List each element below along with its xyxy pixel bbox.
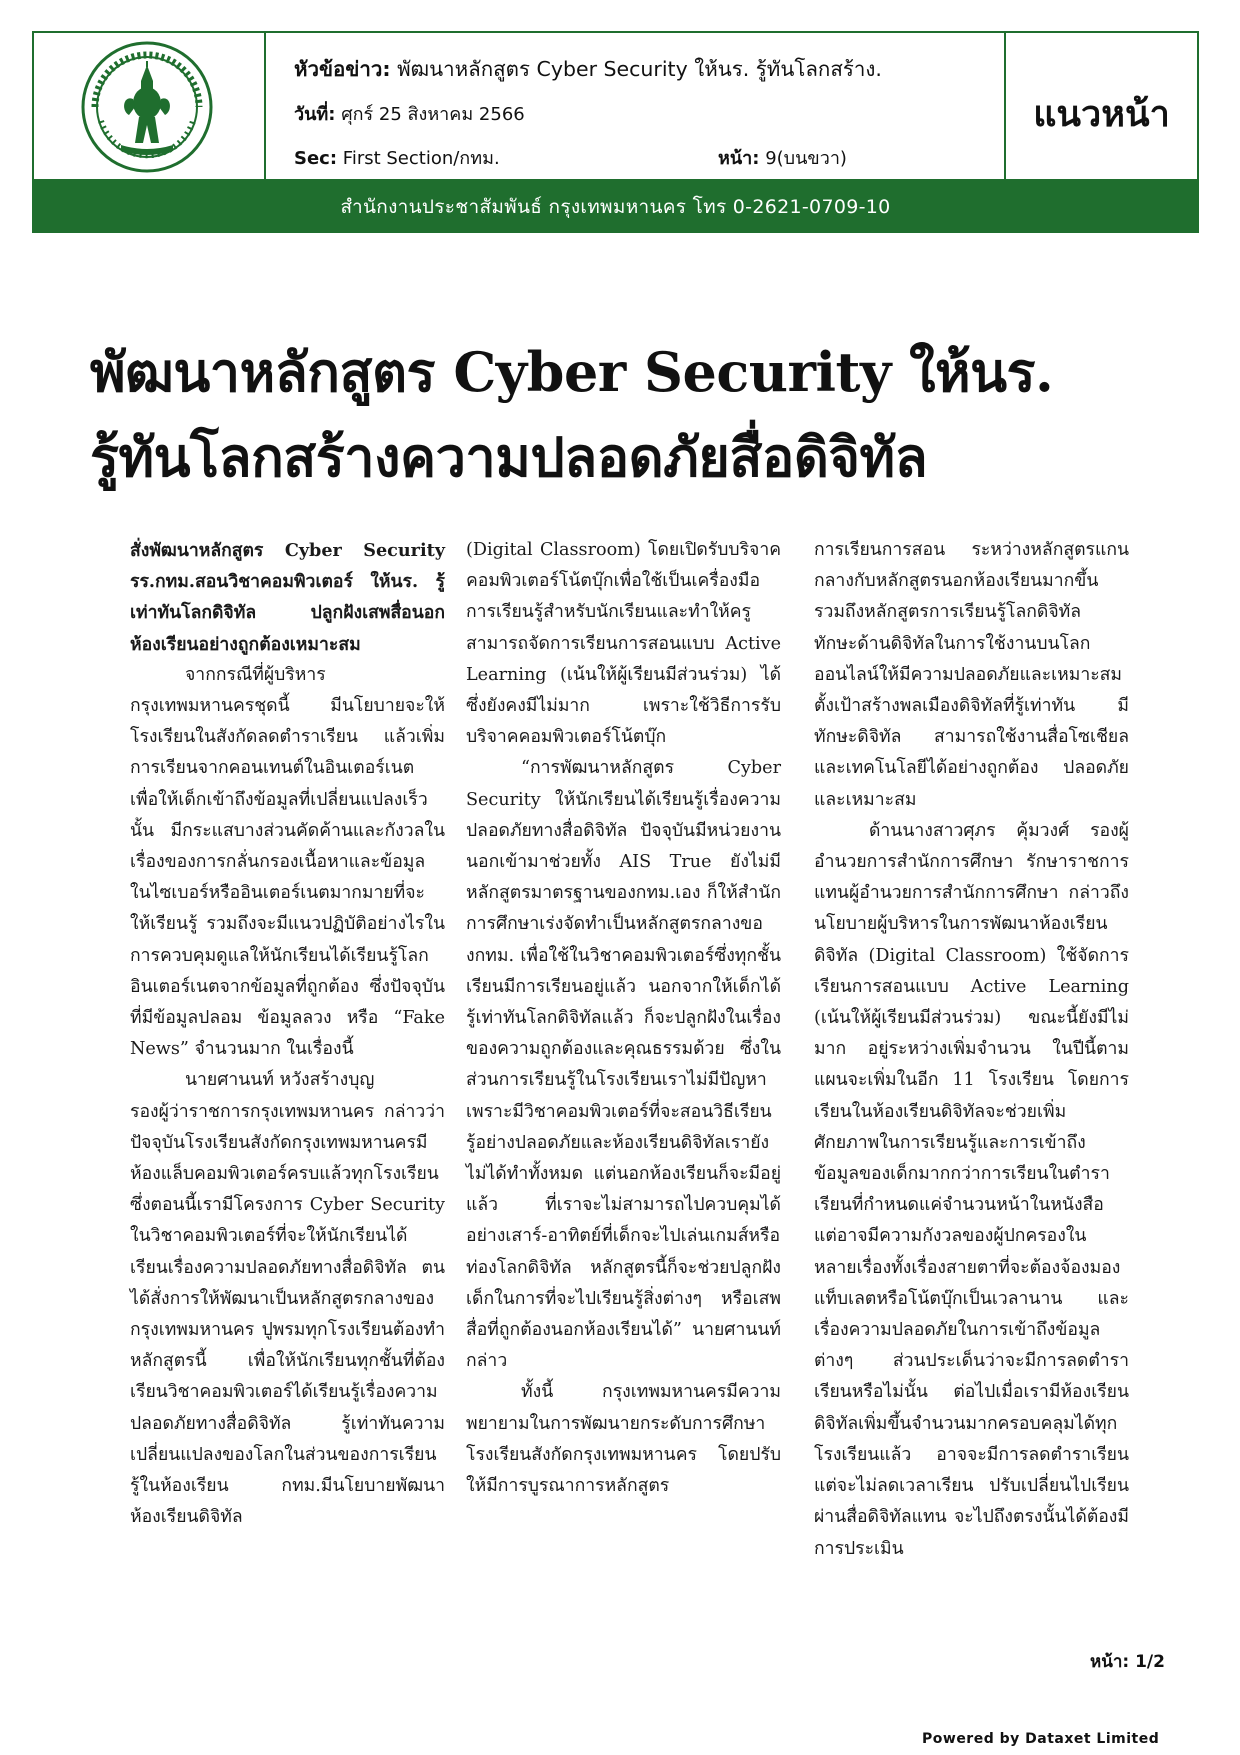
headline-field bbox=[294, 53, 882, 86]
sec-value: First Section/กทม. bbox=[337, 148, 500, 169]
date-field bbox=[294, 99, 525, 128]
title-label: หัวข้อข่าว: bbox=[294, 57, 391, 81]
publication-name: แนวหน้า bbox=[1033, 94, 1170, 135]
page-field bbox=[718, 143, 847, 172]
article-column-1 bbox=[130, 535, 445, 1534]
article-column-2 bbox=[466, 535, 781, 1502]
powered-by: Powered by Dataxet Limited bbox=[922, 1731, 1160, 1747]
paragraph: การเรียนการสอน ระหว่างหลักสูตรแกนกลางกับหลักสูตรนอกห้องเรียนมากขึ้น รวมถึงหลักสูตรการเรียนรู้โลกดิจิทัล ทักษะด้านดิจิทัลในการใช้งานบนโลกออนไลน์ให้มีความปลอดภัยและเหมาะสม ตั้งเป้าสร้างพลเมืองดิจิทัลที่รู้เท่าทัน มีทักษะดิจิทัล สามารถใช้งานสื่อโซเชียลและเทคโนโลยีได้อย่างถูกต้อง ปลอดภัย และเหมาะสม bbox=[814, 540, 1129, 810]
page-label: หน้า: bbox=[718, 148, 760, 169]
date-value: ศุกร์ 25 สิงหาคม 2566 bbox=[335, 104, 525, 125]
paragraph: ด้านนางสาวศุภร คุ้มวงศ์ รองผู้อำนวยการสำนักการศึกษา รักษาราชการแทนผู้อำนวยการสำนักการศึกษา กล่าวถึงนโยบายผู้บริหารในการพัฒนาห้องเรียนดิจิทัล (Digital Classroom) ใช้จัดการเรียนการสอนแบบ Active Learning (เน้นให้ผู้เรียนมีส่วนร่วม) ขณะนี้ยังมีไม่มาก อยู่ระหว่างเพิ่มจำนวน ในปีนี้ตามแผนจะเพิ่มในอีก 11 โรงเรียน โดยการเรียนในห้องเรียนดิจิทัลจะช่วยเพิ่มศักยภาพในการเรียนรู้และการเข้าถึงข้อมูลของเด็กมากกว่าการเรียนในตำราเรียนที่กำหนดแค่จำนวนหน้าในหนังสือ แต่อาจมีความกังวลของผู้ปกครองในหลายเรื่องทั้งเรื่องสายตาที่จะต้องจ้องมองแท็บเลตหรือโน้ตบุ๊กเป็นเวลานาน และเรื่องความปลอดภัยในการเข้าถึงข้อมูลต่างๆ ส่วนประเด็นว่าจะมีการลดตำราเรียนหรือไม่นั้น ต่อไปเมื่อเรามีห้องเรียนดิจิทัลเพิ่มขึ้นจำนวนมากครอบคลุมได้ทุกโรงเรียนแล้ว อาจจะมีการลดตำราเรียน แต่จะไม่ลดเวลาเรียน ปรับเปลี่ยนไปเรียนผ่านสื่อดิจิทัลแทน จะไปถึงตรงนั้นได้ต้องมีการประเมิน bbox=[814, 820, 1129, 1559]
article-lead: สั่งพัฒนาหลักสูตร Cyber Security รร.กทม.สอนวิชาคอมพิวเตอร์ ให้นร. รู้เท่าทันโลกดิจิทัล ปลูกฝังเสพสื่อนอกห้องเรียนอย่างถูกต้องเหมาะสม bbox=[130, 540, 445, 655]
page-indicator: หน้า: 1/2 bbox=[1090, 1652, 1165, 1672]
paragraph: “การพัฒนาหลักสูตร Cyber Security ให้นักเรียนได้เรียนรู้เรื่องความปลอดภัยทางสื่อดิจิทัล ปัจจุบันมีหน่วยงานนอกเข้ามาช่วยทั้ง AIS True ยังไม่มีหลักสูตรมาตรฐานของกทม.เอง ก็ให้สำนักการศึกษาเร่งจัดทำเป็นหลักสูตรกลางของกทม. เพื่อใช้ในวิชาคอมพิวเตอร์ซึ่งทุกชั้นเรียนมีการเรียนอยู่แล้ว นอกจากให้เด็กได้รู้เท่าทันโลกดิจิทัลแล้ว ก็จะปลูกฝังในเรื่องของความถูกต้องและคุณธรรมด้วย ซึ่งในส่วนการเรียนรู้ในโรงเรียนเราไม่มีปัญหา เพราะมีวิชาคอมพิวเตอร์ที่จะสอนวิธีเรียนรู้อย่างปลอดภัยและห้องเรียนดิจิทัลเรายังไม่ได้ทำทั้งหมด แต่นอกห้องเรียนก็จะมีอยู่แล้ว ที่เราจะไม่สามารถไปควบคุมได้ อย่างเสาร์-อาทิตย์ที่เด็กจะไปเล่นเกมส์หรือท่องโลกดิจิทัล หลักสูตรนี้ก็จะช่วยปลูกฝังเด็กในการที่จะไปเรียนรู้สิ่งต่างๆ หรือเสพสื่อที่ถูกต้องนอกห้องเรียนได้” นายศานนท์กล่าว bbox=[466, 758, 781, 1372]
article-headline bbox=[90, 330, 1170, 500]
paragraph: (Digital Classroom) โดยเปิดรับบริจาคคอมพิวเตอร์โน้ตบุ๊กเพื่อใช้เป็นเครื่องมือการเรียนรู้สำหรับนักเรียนและทำให้ครูสามารถจัดการเรียนการสอนแบบ Active Learning (เน้นให้ผู้เรียนมีส่วนร่วม) ได้ ซึ่งยังคงมีไม่มาก เพราะใช้วิธีการรับบริจาคคอมพิวเตอร์โน้ตบุ๊ก bbox=[466, 540, 781, 748]
logo-cell bbox=[34, 33, 266, 179]
contact-bar: สำนักงานประชาสัมพันธ์ กรุงเทพมหานคร โทร 0-2621-0709-10 bbox=[32, 181, 1199, 233]
page-value: 9(บนขวา) bbox=[759, 148, 847, 169]
paragraph: รองผู้ว่าราชการกรุงเทพมหานคร กล่าวว่า ปัจจุบันโรงเรียนสังกัดกรุงเทพมหานครมีห้องแล็บคอมพิวเตอร์ครบแล้วทุกโรงเรียน ซึ่งตอนนี้เรามีโครงการ Cyber Security ในวิชาคอมพิวเตอร์ที่จะให้นักเรียนได้เรียนเรื่องความปลอดภัยทางสื่อดิจิทัล ตนได้สั่งการให้พัฒนาเป็นหลักสูตรกลางของกรุงเทพมหานคร ปูพรมทุกโรงเรียนต้องทำหลักสูตรนี้ เพื่อให้นักเรียนทุกชั้นที่ต้องเรียนวิชาคอมพิวเตอร์ได้เรียนรู้เรื่องความปลอดภัยทางสื่อดิจิทัล รู้เท่าทันความเปลี่ยนแปลงของโลกในส่วนของการเรียนรู้ในห้องเรียน กทม.มีนโยบายพัฒนาห้องเรียนดิจิทัล bbox=[130, 1101, 445, 1528]
article-column-3 bbox=[814, 535, 1129, 1565]
paragraph: ทั้งนี้ กรุงเทพมหานครมีความพยายามในการพัฒนายกระดับการศึกษาโรงเรียนสังกัดกรุงเทพมหานคร โดยปรับให้มีการบูรณาการหลักสูตร bbox=[466, 1382, 781, 1497]
sec-label: Sec: bbox=[294, 148, 338, 169]
date-label: วันที่: bbox=[294, 104, 336, 125]
clipping-header bbox=[32, 31, 1199, 181]
bangkok-seal-icon bbox=[81, 41, 213, 173]
clipping-info bbox=[266, 33, 1006, 179]
paragraph: นายศานนท์ หวังสร้างบุญ bbox=[185, 1070, 375, 1091]
headline-line-2: รู้ทันโลกสร้างความปลอดภัยสื่อดิจิทัล bbox=[90, 425, 928, 489]
publication-cell bbox=[1006, 33, 1197, 179]
section-field bbox=[294, 143, 500, 172]
title-value: พัฒนาหลักสูตร Cyber Security ให้นร. รู้ทันโลกสร้าง. bbox=[390, 57, 882, 81]
paragraph: จากกรณีที่ผู้บริหารกรุงเทพมหานครชุดนี้ มีนโยบายจะให้โรงเรียนในสังกัดลดตำราเรียน แล้วเพิ่มการเรียนจากคอนเทนต์ในอินเตอร์เนต เพื่อให้เด็กเข้าถึงข้อมูลที่เปลี่ยนแปลงเร็วนั้น มีกระแสบางส่วนคัดค้านและกังวลในเรื่องของการกลั่นกรองเนื้อหาและข้อมูลในไซเบอร์หรืออินเตอร์เนตมากมายที่จะให้เรียนรู้ รวมถึงจะมีแนวปฏิบัติอย่างไรในการควบคุมดูแลให้นักเรียนได้เรียนรู้โลกอินเตอร์เนตจากข้อมูลที่ถูกต้อง ซึ่งปัจจุบันที่มีข้อมูลปลอม ข้อมูลลวง หรือ “Fake News” จำนวนมาก ในเรื่องนี้ bbox=[130, 664, 445, 1060]
headline-line-1: พัฒนาหลักสูตร Cyber Security ให้นร. bbox=[90, 340, 1054, 404]
